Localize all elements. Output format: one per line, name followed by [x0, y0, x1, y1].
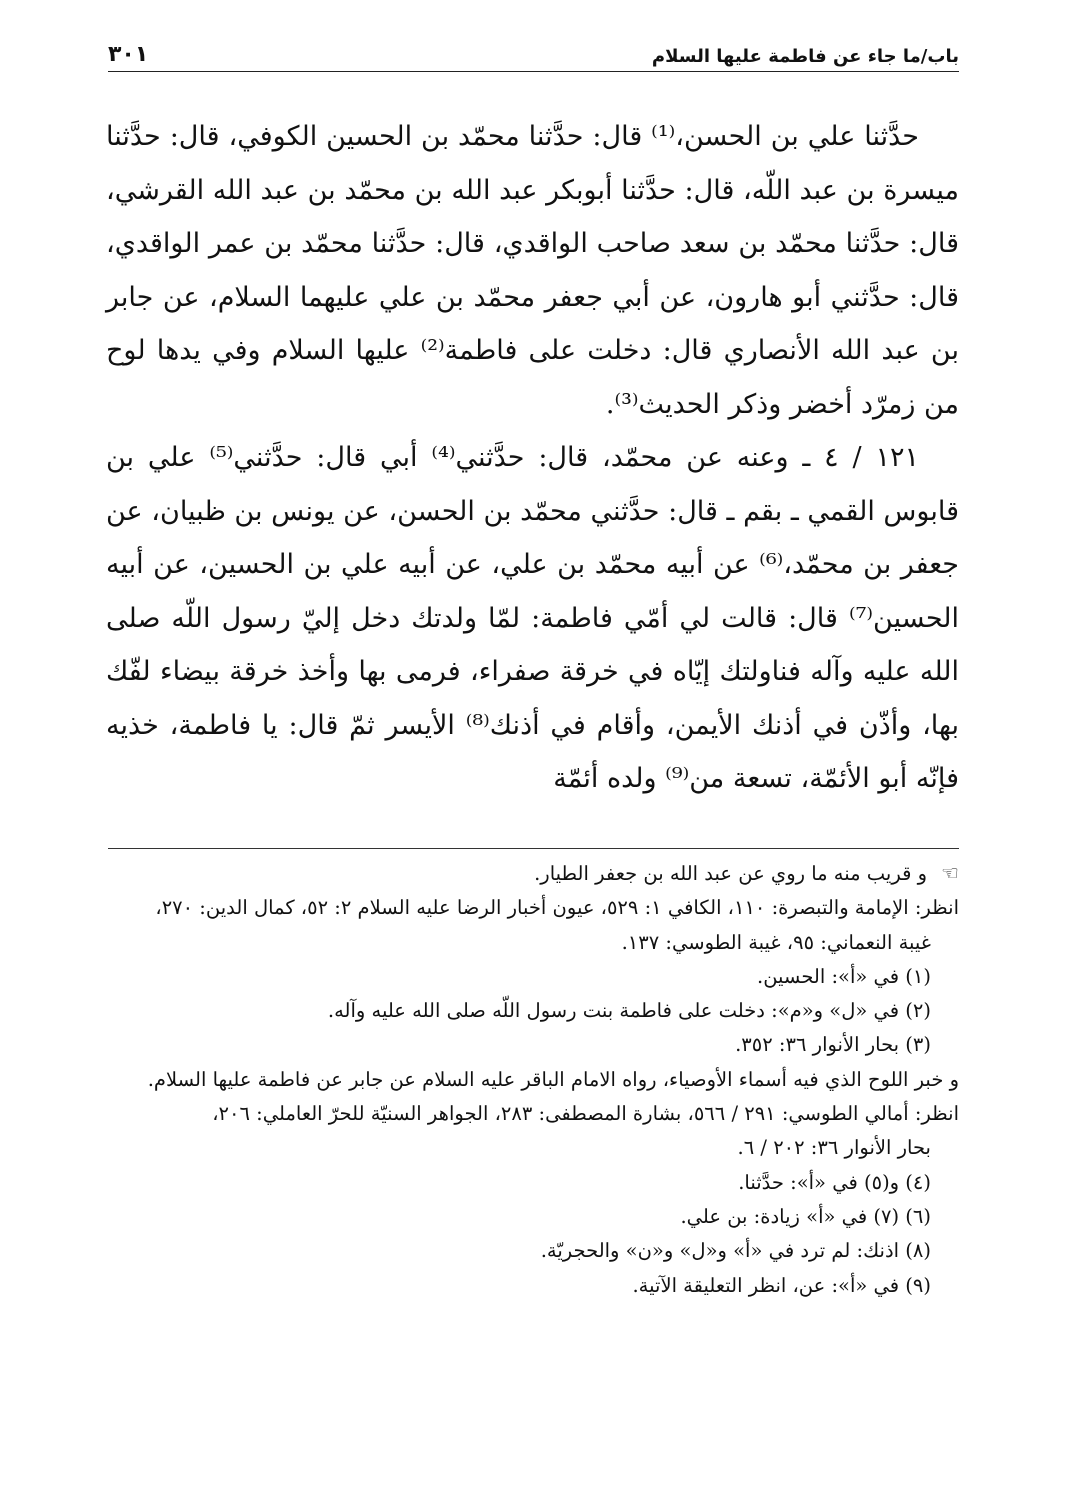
paragraph-hadith-lawh: حدَّثنا علي بن الحسن،⁽¹⁾ قال: حدَّثنا محمّد بن الحسين الكوفي، قال: حدَّثنا ميسرة بن عبد اللّه، قال: حدَّثنا أبوبكر عبد الله بن محمّد بن عبد الله القرشي، قال: حدَّثنا محمّد بن سعد صاحب الواقدي، قال: حدَّثنا محمّد بن عمر الواقدي، قال: حدَّثني أبو هارون، عن أبي جعفر محمّد بن علي عليهما السلام، عن جابر بن عبد الله الأنصاري قال: دخلت على فاطمة⁽²⁾ عليها السلام وفي يدها لوح من زمرّد أخضر وذكر الحديث⁽³⁾.	[106, 121, 959, 420]
footnotes	[106, 856, 959, 1303]
paragraph-hadith-121: ١٢١ / ٤ ـ وعنه عن محمّد، قال: حدَّثني⁽⁴⁾ أبي قال: حدَّثني⁽⁵⁾ علي بن قابوس القمي ـ بقم ـ قال: حدَّثني محمّد بن الحسن، عن يونس بن ظبيان، عن جعفر بن محمّد،⁽⁶⁾ عن أبيه محمّد بن علي، عن أبيه علي بن الحسين، عن أبيه الحسين⁽⁷⁾ قال: قالت لي أمّي فاطمة: لمّا ولدتك دخل إليّ رسول اللّه صلى الله عليه وآله فناولتك إيّاه في خرقة صفراء، فرمى بها وأخذ خرقة بيضاء لفّك بها، وأذّن في أذنك الأيمن، وأقام في أذنك⁽⁸⁾ الأيسر ثمّ قال: يا فاطمة، خذيه فإنّه أبو الأئمّة، تسعة من⁽⁹⁾ ولده أئمّة	[106, 442, 959, 794]
footnote-intro-text: و قريب منه ما روي عن عبد الله بن جعفر الطيار.	[534, 862, 928, 885]
footnote-3-extra: و خبر اللوح الذي فيه أسماء الأوصياء، رواه الامام الباقر عليه السلام عن جابر عن فاطمة عليها السلام.	[147, 1067, 959, 1091]
footnote-3-sources-cont: بحار الأنوار ٣٦: ٢٠٢ / ٦.	[737, 1136, 931, 1160]
footnote-6-7: (٦) (٧) في «أ» زيادة: بن علي.	[680, 1204, 931, 1228]
footnote-3: (٣) بحار الأنوار ٣٦: ٣٥٢.	[735, 1033, 931, 1057]
running-title: باب/ما جاء عن فاطمة عليها السلام	[651, 46, 959, 67]
footnote-8: (٨) اذنك: لم ترد في «أ» و«ل» و«ن» والحجريّة.	[540, 1239, 931, 1263]
footnote-2: (٢) في «ل» و«م»: دخلت على فاطمة بنت رسول اللّه صلى الله عليه وآله.	[327, 999, 931, 1023]
footnote-3-sources: انظر: أمالي الطوسي: ٢٩١ / ٥٦٦، بشارة المصطفى: ٢٨٣، الجواهر السنيّة للحرّ العاملي: ٢٠٦،	[212, 1102, 959, 1126]
pointing-hand-icon: ☜	[941, 861, 959, 885]
footnote-sources: انظر: الإمامة والتبصرة: ١١٠، الكافي ١: ٥٢٩، عيون أخبار الرضا عليه السلام ٢: ٥٢، كمال الدين: ٢٧٠،	[155, 896, 959, 920]
footnote-intro	[106, 856, 959, 891]
footnote-divider	[108, 848, 959, 849]
footnote-sources-cont: غيبة النعماني: ٩٥، غيبة الطوسي: ١٣٧.	[621, 930, 931, 954]
main-text	[106, 110, 959, 806]
footnote-1: (١) في «أ»: الحسين.	[757, 964, 931, 988]
footnote-4-5: (٤) و(٥) في «أ»: حدَّثنا.	[738, 1170, 931, 1194]
footnote-9: (٩) في «أ»: عن، انظر التعليقة الآتية.	[632, 1273, 931, 1297]
page-number: ٣٠١	[108, 42, 149, 67]
page-header	[108, 28, 959, 72]
